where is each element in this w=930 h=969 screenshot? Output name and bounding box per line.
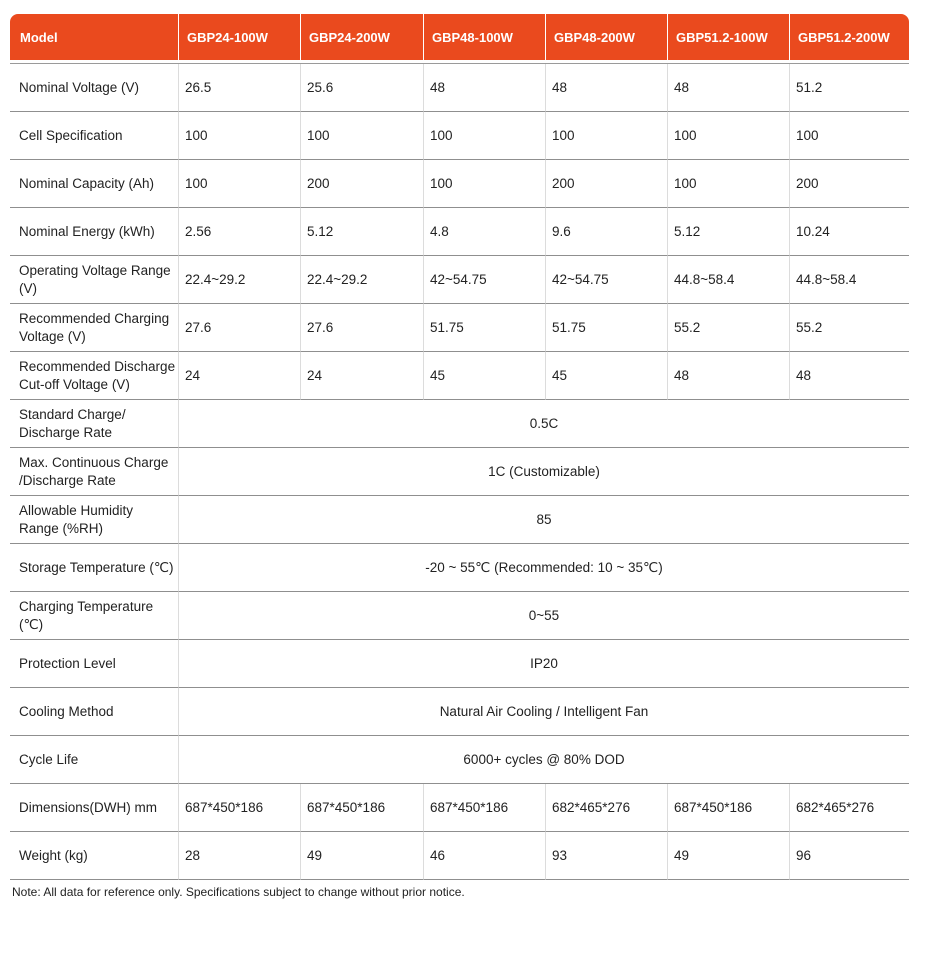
table-row xyxy=(10,352,909,400)
table-row xyxy=(10,736,909,784)
table-cell: 100 xyxy=(178,112,300,160)
table-cell: 22.4~29.2 xyxy=(300,256,423,304)
table-cell: 100 xyxy=(178,160,300,208)
table-cell: 687*450*186 xyxy=(300,784,423,832)
table-cell: 51.2 xyxy=(789,64,909,112)
table-cell: 49 xyxy=(300,832,423,880)
row-label: Recommended Charging Voltage (V) xyxy=(10,304,178,352)
row-label: Allowable Humidity Range (%RH) xyxy=(10,496,178,544)
table-cell: 200 xyxy=(789,160,909,208)
table-row xyxy=(10,640,909,688)
header-cell-model: Model xyxy=(10,14,178,60)
row-label: Nominal Energy (kWh) xyxy=(10,208,178,256)
table-cell-merged: 1C (Customizable) xyxy=(178,448,909,496)
table-cell: 5.12 xyxy=(667,208,789,256)
table-row xyxy=(10,592,909,640)
table-cell: 100 xyxy=(789,112,909,160)
footnote: Note: All data for reference only. Specifications subject to change without prior notice. xyxy=(12,885,465,899)
table-cell: 687*450*186 xyxy=(667,784,789,832)
table-cell: 42~54.75 xyxy=(545,256,667,304)
table-cell: 55.2 xyxy=(667,304,789,352)
table-cell: 48 xyxy=(667,352,789,400)
table-cell: 42~54.75 xyxy=(423,256,545,304)
row-label: Nominal Voltage (V) xyxy=(10,64,178,112)
row-label: Cycle Life xyxy=(10,736,178,784)
table-cell: 51.75 xyxy=(545,304,667,352)
table-row xyxy=(10,832,909,880)
table-cell: 26.5 xyxy=(178,64,300,112)
row-label: Standard Charge/ Discharge Rate xyxy=(10,400,178,448)
table-row xyxy=(10,304,909,352)
table-cell: 100 xyxy=(667,112,789,160)
header-cell-gbp24-100w: GBP24-100W xyxy=(178,14,300,60)
table-cell-merged: -20 ~ 55℃ (Recommended: 10 ~ 35℃) xyxy=(178,544,909,592)
table-cell: 96 xyxy=(789,832,909,880)
table-row xyxy=(10,400,909,448)
table-cell: 27.6 xyxy=(300,304,423,352)
table-row xyxy=(10,112,909,160)
table-cell: 44.8~58.4 xyxy=(789,256,909,304)
table-cell-merged: 85 xyxy=(178,496,909,544)
row-label: Charging Temperature (℃) xyxy=(10,592,178,640)
row-label: Dimensions(DWH) mm xyxy=(10,784,178,832)
table-cell: 46 xyxy=(423,832,545,880)
table-row xyxy=(10,64,909,112)
table-row xyxy=(10,784,909,832)
table-cell: 49 xyxy=(667,832,789,880)
table-cell: 2.56 xyxy=(178,208,300,256)
table-cell: 28 xyxy=(178,832,300,880)
table-cell: 45 xyxy=(545,352,667,400)
table-cell: 687*450*186 xyxy=(423,784,545,832)
table-cell: 24 xyxy=(178,352,300,400)
row-label: Storage Temperature (℃) xyxy=(10,544,178,592)
table-row xyxy=(10,256,909,304)
table-cell: 48 xyxy=(789,352,909,400)
table-cell-merged: 0~55 xyxy=(178,592,909,640)
table-cell: 682*465*276 xyxy=(545,784,667,832)
row-label: Nominal Capacity (Ah) xyxy=(10,160,178,208)
table-cell: 4.8 xyxy=(423,208,545,256)
row-label: Recommended Discharge Cut-off Voltage (V) xyxy=(10,352,178,400)
table-cell: 51.75 xyxy=(423,304,545,352)
table-cell: 48 xyxy=(667,64,789,112)
table-cell-merged: IP20 xyxy=(178,640,909,688)
row-label: Operating Voltage Range (V) xyxy=(10,256,178,304)
table-row xyxy=(10,160,909,208)
header-cell-gbp48-100w: GBP48-100W xyxy=(423,14,545,60)
table-cell: 200 xyxy=(300,160,423,208)
table-cell: 100 xyxy=(667,160,789,208)
table-cell-merged: 6000+ cycles @ 80% DOD xyxy=(178,736,909,784)
table-row xyxy=(10,448,909,496)
row-label: Protection Level xyxy=(10,640,178,688)
table-cell: 24 xyxy=(300,352,423,400)
table-cell: 682*465*276 xyxy=(789,784,909,832)
table-cell: 687*450*186 xyxy=(178,784,300,832)
table-cell: 22.4~29.2 xyxy=(178,256,300,304)
table-cell: 5.12 xyxy=(300,208,423,256)
table-cell: 48 xyxy=(545,64,667,112)
table-cell: 9.6 xyxy=(545,208,667,256)
header-cell-gbp48-200w: GBP48-200W xyxy=(545,14,667,60)
table-cell: 100 xyxy=(423,112,545,160)
header-cell-gbp24-200w: GBP24-200W xyxy=(300,14,423,60)
table-cell: 27.6 xyxy=(178,304,300,352)
row-label: Max. Continuous Charge /Discharge Rate xyxy=(10,448,178,496)
table-cell: 93 xyxy=(545,832,667,880)
row-label: Cooling Method xyxy=(10,688,178,736)
header-row xyxy=(10,14,909,60)
table-cell: 48 xyxy=(423,64,545,112)
table-cell: 100 xyxy=(300,112,423,160)
table-cell: 100 xyxy=(545,112,667,160)
table-cell-merged: 0.5C xyxy=(178,400,909,448)
row-label: Weight (kg) xyxy=(10,832,178,880)
table-row xyxy=(10,208,909,256)
header-cell-gbp51-2-100w: GBP51.2-100W xyxy=(667,14,789,60)
table-cell: 200 xyxy=(545,160,667,208)
table-row xyxy=(10,544,909,592)
header-cell-gbp51-2-200w: GBP51.2-200W xyxy=(789,14,909,60)
table-cell: 45 xyxy=(423,352,545,400)
table-cell: 100 xyxy=(423,160,545,208)
table-row xyxy=(10,688,909,736)
spec-table xyxy=(10,14,909,880)
table-row xyxy=(10,496,909,544)
table-cell: 10.24 xyxy=(789,208,909,256)
table-cell: 25.6 xyxy=(300,64,423,112)
table-cell: 55.2 xyxy=(789,304,909,352)
table-cell-merged: Natural Air Cooling / Intelligent Fan xyxy=(178,688,909,736)
table-cell: 44.8~58.4 xyxy=(667,256,789,304)
row-label: Cell Specification xyxy=(10,112,178,160)
